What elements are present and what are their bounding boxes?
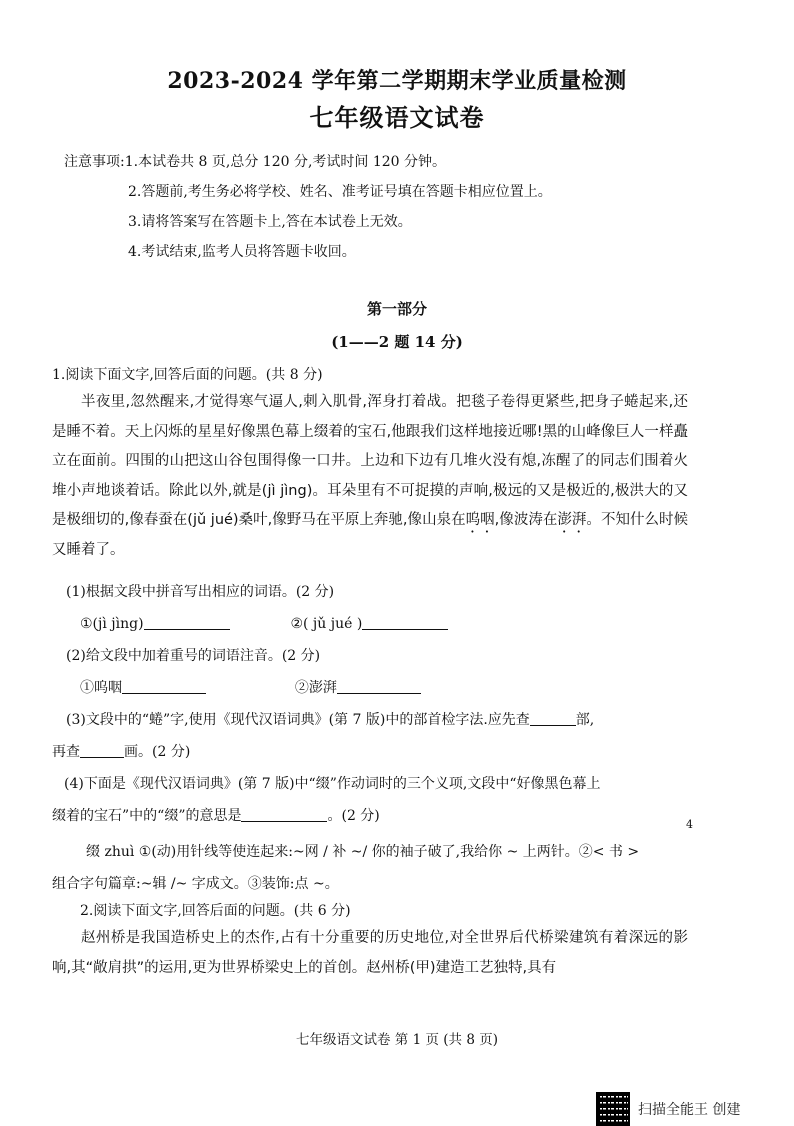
answer-blank[interactable] [530, 709, 576, 726]
answer-blank[interactable] [337, 677, 421, 694]
question-1 [52, 364, 692, 566]
qr-code-icon [596, 1092, 630, 1126]
scanner-label: 扫描全能王 创建 [638, 1102, 741, 1118]
subquestion-4: (4)下面是《现代汉语词典》(第 7 版)中“缀”作动词时的三个义项,文段中“好像黑色幕上 [64, 776, 601, 792]
scanner-watermark [596, 1092, 740, 1126]
part-title: 第一部分 [366, 300, 427, 318]
notes-section [64, 152, 552, 272]
dictionary-entry: 缀 zhuì ①(动)用针线等使连起来:~网 / 补 ~/ 你的袖子破了,我给你 ~ 上两针。②< 书 > [86, 844, 640, 860]
note-item: 注意事项:1.本试卷共 8 页,总分 120 分,考试时间 120 分钟。 [64, 154, 447, 170]
subquestion-4-cont: 缀着的宝石”中的“缀”的意思是 。(2 分) [52, 800, 692, 832]
question-1-subquestions [52, 576, 692, 900]
question-2-passage: 赵州桥是我国造桥史上的杰作,占有十分重要的历史地位,对全世界后代桥梁建筑有着深远的影响,其“敞肩拱”的运用,更为世界桥梁史上的首创。赵州桥(甲)建造工艺独特,具有 [52, 930, 688, 976]
answer-blank[interactable] [80, 741, 124, 758]
subquestion-2: (2)给文段中加着重号的词语注音。(2 分) [66, 648, 321, 664]
subquestion-3: (3)文段中的“蜷”字,使用《现代汉语词典》(第 7 版)中的部首检字法.应先查 部, [52, 704, 692, 736]
exam-subtitle: 七年级语文试卷 [309, 103, 485, 132]
answer-blank[interactable] [241, 805, 327, 822]
exam-title: 2023-2024 学年第二学期期末学业质量检测 [167, 68, 627, 94]
question-1-heading: 1.阅读下面文字,回答后面的问题。(共 8 分) [52, 367, 323, 383]
answer-blank[interactable] [144, 613, 230, 630]
note-item: 4.考试结束,监考人员将答题卡收回。 [128, 244, 356, 260]
answer-blank[interactable] [362, 613, 448, 630]
emphasized-word: 澎湃 [557, 512, 587, 528]
margin-mark: 4 [686, 818, 693, 831]
subquestion-3-cont: 再查 画。(2 分) [52, 736, 692, 768]
dictionary-entry-cont: 组合字句篇章:~辑 /~ 字成文。③装饰:点 ~。 [52, 876, 339, 892]
note-item: 3.请将答案写在答题卡上,答在本试卷上无效。 [128, 214, 412, 230]
notes-label: 注意事项: [64, 154, 125, 170]
subquestion-1-answers: ①(jì jìng) ②( jǔ jué ) [52, 608, 692, 640]
subquestion-2-answers: ①呜咽 ②澎湃 [52, 672, 692, 704]
emphasized-word: 呜咽 [465, 512, 495, 528]
answer-blank[interactable] [122, 677, 206, 694]
subquestion-1: (1)根据文段中拼音写出相应的词语。(2 分) [66, 584, 335, 600]
page-footer: 七年级语文试卷 第 1 页 (共 8 页) [296, 1032, 498, 1048]
question-1-passage: 半夜里,忽然醒来,才觉得寒气逼人,刺入肌骨,浑身打着战。把毯子卷得更紧些,把身子蜷起来,还是睡不着。天上闪烁的星星好像黑色幕上缀着的宝石,他跟我们这样地接近哪!黑的山峰像巨人一样矗立在面前。四围的山把这山谷包围得像一口井。上边和下边有几堆火没有熄,冻醒了的同志们围着火堆小声地谈着话。除此以外,就是(jì jìng)。耳朵里有不可捉摸的声响,极远的又是极近的,极洪大的又是极细切的,像春蚕在(jǔ jué)桑叶,像野马在平原上奔驰,像山泉在呜咽,像波涛在澎湃。不知什么时候又睡着了。 [52, 394, 689, 558]
part-range: (1——2 题 14 分) [331, 333, 463, 351]
question-2 [52, 900, 692, 983]
note-item: 2.答题前,考生务必将学校、姓名、准考证号填在答题卡相应位置上。 [128, 184, 552, 200]
question-2-heading: 2.阅读下面文字,回答后面的问题。(共 6 分) [80, 903, 351, 919]
